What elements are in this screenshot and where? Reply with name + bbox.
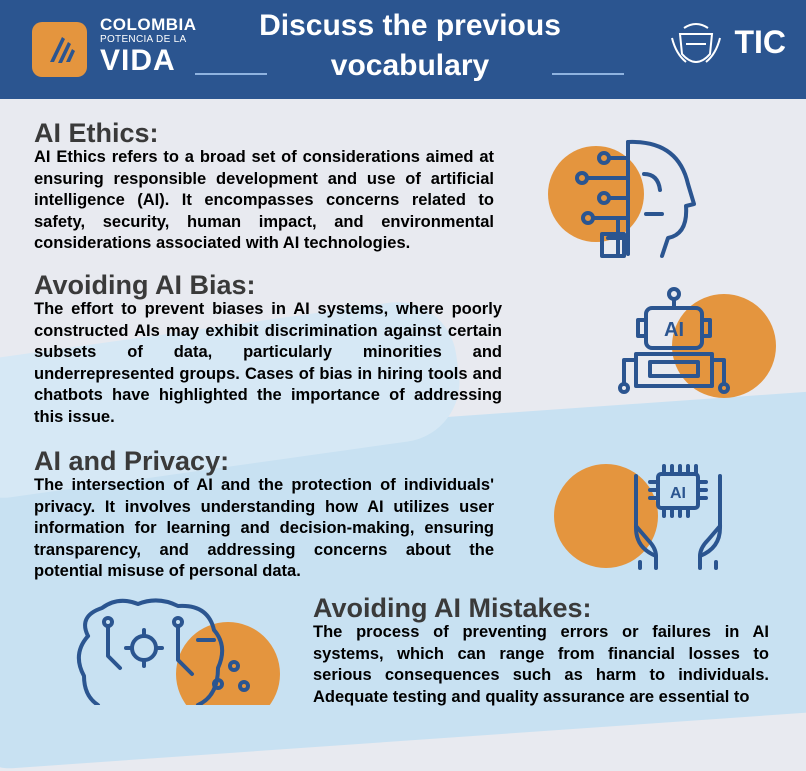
title-underline-right xyxy=(552,73,624,75)
robot-head-circuit-icon xyxy=(548,134,698,264)
section-body: AI Ethics refers to a broad set of considerations aimed at ensuring responsible development and use of artificial intelligence (AI). It encompasses concerns related to safety, security, human impact, and environmental considerations associated with AI technologies. xyxy=(34,148,494,252)
section-body: The process of preventing errors or failures in AI systems, which can range from financial losses to serious consequences such as harm to individuals. Adequate testing and quality assurance are essential to xyxy=(313,623,769,706)
tic-logo: TIC xyxy=(734,24,786,60)
section-heading: AI Ethics: xyxy=(34,118,159,148)
section-avoiding-ai-mistakes xyxy=(313,594,769,708)
page-title: Discuss the previous vocabulary xyxy=(259,9,561,82)
colombia-seal-icon xyxy=(664,14,728,78)
section-body: The intersection of AI and the protection of individuals' privacy. It involves understanding how AI utilizes user information for learning and decision-making, ensuring transparency, and addressing concerns about the potential misuse of personal data. xyxy=(34,476,494,580)
logo-line-1: COLOMBIA xyxy=(100,15,197,34)
logo-line-3: VIDA xyxy=(100,44,176,77)
section-ai-and-privacy xyxy=(34,447,494,583)
section-avoiding-ai-bias xyxy=(34,271,502,428)
section-ai-ethics xyxy=(34,119,494,255)
colombia-logo-icon xyxy=(32,22,87,77)
logo-line-2: POTENCIA DE LA xyxy=(100,34,187,45)
header-bar xyxy=(0,0,806,99)
title-underline-left xyxy=(195,73,267,75)
brain-circuit-icon xyxy=(68,596,288,705)
svg-text:AI: AI xyxy=(664,319,684,341)
section-body: The effort to prevent biases in AI systems, where poorly constructed AIs may exhibit discrimination against certain subsets of data, particularly minorities and underrepresented groups. Cases of bias in hiring tools and chatbots have highlighted the importance of addressing this issue. xyxy=(34,300,502,426)
section-heading: Avoiding AI Bias: xyxy=(34,270,256,300)
svg-text:AI: AI xyxy=(670,485,686,502)
ai-robot-icon xyxy=(614,284,784,404)
section-heading: AI and Privacy: xyxy=(34,446,230,476)
colombia-logo-text xyxy=(100,16,197,76)
section-heading: Avoiding AI Mistakes: xyxy=(313,593,592,623)
hands-ai-chip-icon xyxy=(552,456,742,576)
